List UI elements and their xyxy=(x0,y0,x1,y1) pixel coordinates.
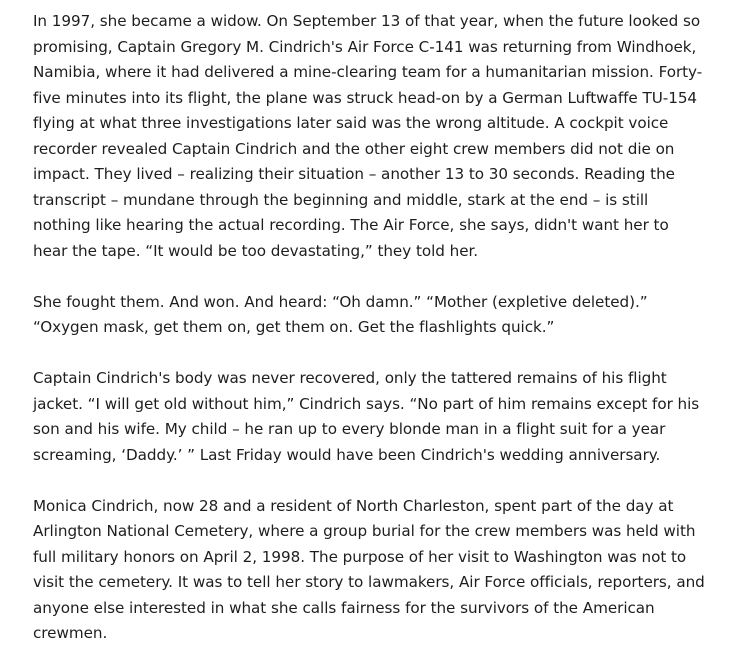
paragraph-recording-quotes: She fought them. And won. And heard: “Oh damn.” “Mother (expletive deleted).” “Oxygen mask, get them on, get them on. Get the flashlights quick.” xyxy=(33,292,648,336)
paragraph-washington-visit: Monica Cindrich, now 28 and a resident of North Charleston, spent part of the day at Arlington National Cemetery, where a group burial for the crew members was held with full military honors on April 2, 1998. The purpose of her visit to Washington was not to visit the cemetery. It was to tell her story to lawmakers, Air Force officials, reporters, and anyone else interested in what she calls fairness for the survivors of the American crewmen. xyxy=(33,496,705,642)
paragraph-crash-account: In 1997, she became a widow. On September 13 of that year, when the future looked so promising, Captain Gregory M. Cindrich's Air Force C-141 was returning from Windhoek, Namibia, where it had delivered a mine-clearing team for a humanitarian mission. Forty-five minutes into its flight, the plane was struck head-on by a German Luftwaffe TU-154 flying at what three investigations later said was the wrong altitude. A cockpit voice recorder revealed Captain Cindrich and the other eight crew members did not die on impact. They lived – realizing their situation – another 13 to 30 seconds. Reading the transcript – mundane through the beginning and middle, stark at the end – is still nothing like hearing the actual recording. The Air Force, she says, didn't want her to hear the tape. “It would be too devastating,” they told her. xyxy=(33,12,703,260)
paragraph-body-never-recovered: Captain Cindrich's body was never recovered, only the tattered remains of his flight jacket. “I will get old without him,” Cindrich says. “No part of him remains except for his son and his wife. My child – he ran up to every blonde man in a flight suit for a year screaming, ‘Daddy.’ ” Last Friday would have been Cindrich's wedding anniversary. xyxy=(33,369,700,464)
